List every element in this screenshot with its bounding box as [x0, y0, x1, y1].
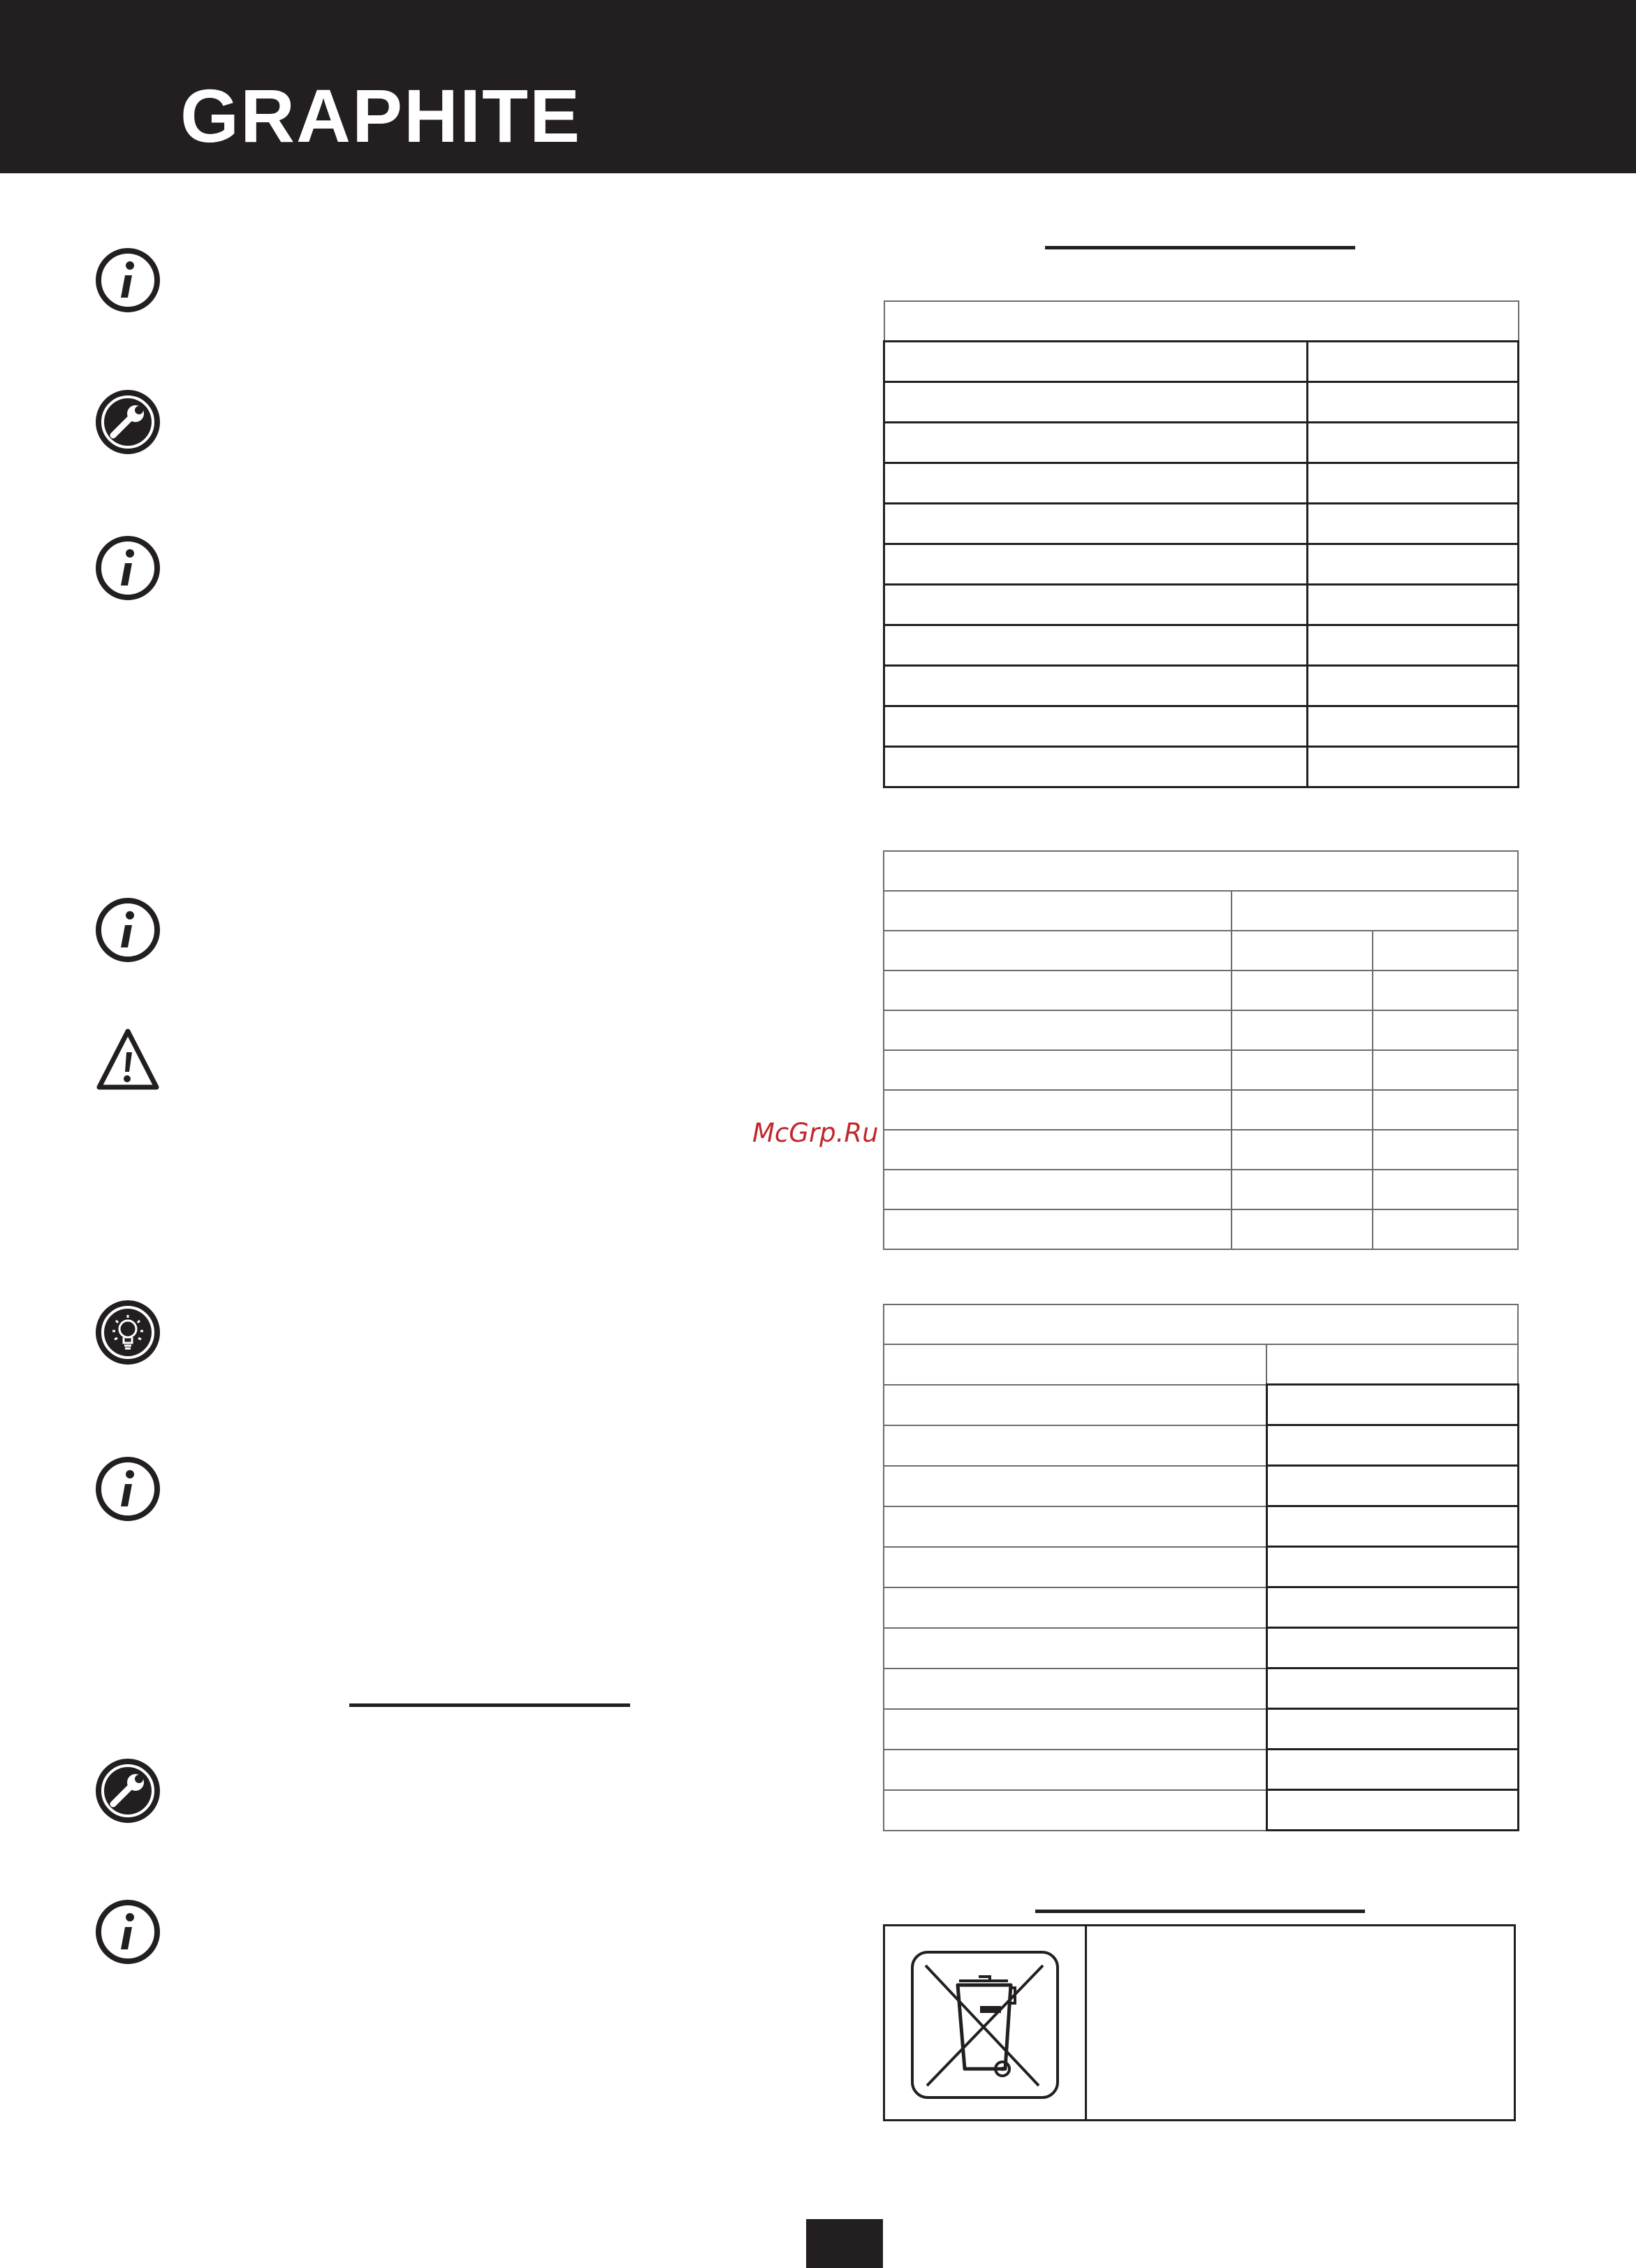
page-number-tab [806, 2219, 883, 2268]
section-rule [1045, 246, 1355, 249]
table-row [884, 1506, 1518, 1547]
table-row [884, 1628, 1518, 1669]
table-title-row [884, 1304, 1518, 1344]
table-row [884, 1669, 1518, 1709]
table-row [884, 1385, 1518, 1425]
brand-logo: GRAPHITE [180, 73, 582, 158]
crossed-bin-icon [910, 1950, 1060, 2100]
table-row [884, 1010, 1518, 1050]
box-divider [1085, 1926, 1087, 2119]
wrench-icon [95, 389, 161, 455]
table-row [884, 625, 1519, 666]
info-icon [95, 247, 161, 313]
table-row [884, 423, 1519, 463]
technical-data-table [883, 300, 1519, 788]
table-row [884, 1130, 1518, 1170]
warning-icon [95, 1027, 161, 1093]
info-icon [95, 1456, 161, 1522]
table-row [884, 544, 1519, 585]
table-title-row [884, 301, 1519, 342]
table-row [884, 1466, 1518, 1506]
watermark: McGrp.Ru [752, 1118, 879, 1148]
table-row [884, 1209, 1518, 1249]
info-icon [95, 1899, 161, 1965]
table-row [884, 342, 1519, 382]
table-row [884, 931, 1518, 971]
table-row [884, 1790, 1518, 1831]
section-rule [349, 1703, 630, 1707]
parameters-table [883, 1304, 1519, 1831]
table-row [884, 971, 1518, 1010]
table-row [884, 382, 1519, 423]
table-row [884, 706, 1519, 747]
table-row [884, 1709, 1518, 1750]
disposal-info-box [883, 1924, 1516, 2121]
lightbulb-icon [95, 1300, 161, 1365]
info-icon [95, 535, 161, 601]
table-row [884, 666, 1519, 706]
table-row [884, 504, 1519, 544]
table-header-row [884, 1344, 1518, 1385]
table-header-row [884, 891, 1518, 931]
table-row [884, 1090, 1518, 1130]
table-row [884, 1170, 1518, 1209]
table-row [884, 1425, 1518, 1466]
table-title-row [884, 851, 1518, 891]
table-row [884, 747, 1519, 787]
table-row [884, 1547, 1518, 1587]
noise-vibration-table [883, 850, 1519, 1250]
info-icon [95, 897, 161, 963]
table-row [884, 1750, 1518, 1790]
header-bar [0, 0, 1636, 173]
table-row [884, 1050, 1518, 1090]
table-row [884, 1587, 1518, 1628]
table-row [884, 463, 1519, 504]
wrench-icon [95, 1758, 161, 1824]
table-row [884, 585, 1519, 625]
section-rule [1035, 1910, 1365, 1913]
